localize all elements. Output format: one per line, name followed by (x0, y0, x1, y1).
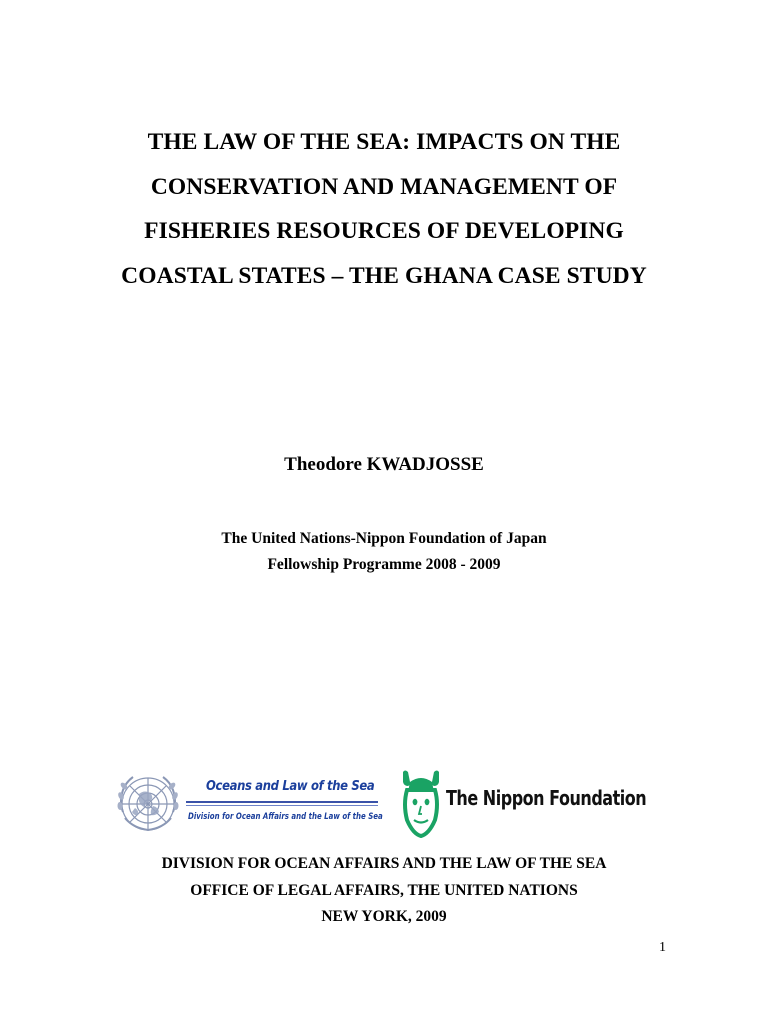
fellowship-line: The United Nations-Nippon Foundation of Japan (221, 530, 547, 547)
nippon-foundation-logo (399, 768, 443, 840)
author-name: Theodore KWADJOSSE (284, 454, 484, 475)
publisher-line: NEW YORK, 2009 (321, 908, 447, 925)
doalos-title: Oceans and Law of the Sea (206, 778, 375, 794)
un-emblem-logo (109, 766, 187, 844)
doalos-logo (182, 774, 382, 834)
publisher-info (0, 851, 768, 931)
divider (186, 805, 378, 806)
title-line: CONSERVATION AND MANAGEMENT OF (150, 173, 618, 200)
doalos-subtitle: Division for Ocean Affairs and the Law of the Sea (188, 812, 383, 822)
title-line: THE LAW OF THE SEA: IMPACTS ON THE (147, 129, 621, 155)
nippon-foundation-name: The Nippon Foundation (446, 786, 647, 810)
fellowship-info (0, 526, 768, 578)
fellowship-line: Fellowship Programme 2008 - 2009 (267, 556, 501, 573)
title-line: COASTAL STATES – THE GHANA CASE STUDY (121, 262, 647, 289)
publisher-line: DIVISION FOR OCEAN AFFAIRS AND THE LAW OF THE SEA (161, 855, 607, 872)
document-title (0, 120, 768, 298)
publisher-line: OFFICE OF LEGAL AFFAIRS, THE UNITED NATIONS (190, 881, 578, 899)
divider (186, 801, 378, 803)
title-line: FISHERIES RESOURCES OF DEVELOPING (144, 218, 624, 244)
page-number: 1 (659, 940, 666, 955)
